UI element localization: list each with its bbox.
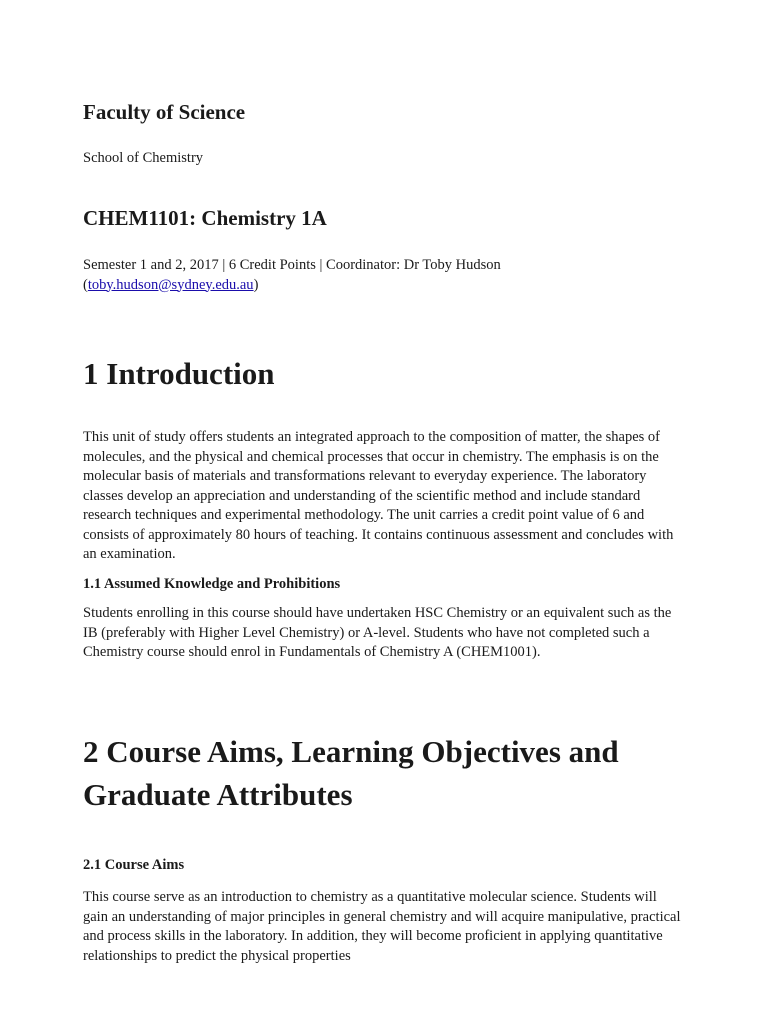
course-aims-subheading: 2.1 Course Aims	[83, 857, 185, 873]
assumed-knowledge-body: Students enrolling in this course should have undertaken HSC Chemistry or an equivalent such as the IB (preferably with Higher Level Chemistry) or A-level. Students who have not completed such a Chemistry course should enrol in Fundamentals of Chemistry A (CHEM1001).	[83, 605, 672, 660]
faculty-heading: Faculty of Science	[83, 100, 246, 124]
course-aims-body: This course serve as an introduction to chemistry as a quantitative molecular science. Students will gain an understanding of major principles in general chemistry and will acquire manipulative, practical and process skills in the laboratory. In addition, they will become proficient in applying quantitative relationships to predict the physical properties	[83, 889, 681, 964]
unit-title: CHEM1101: Chemistry 1A	[83, 206, 327, 230]
unit-meta	[83, 256, 683, 295]
introduction-heading: 1 Introduction	[83, 356, 275, 391]
assumed-knowledge-heading: 1.1 Assumed Knowledge and Prohibitions	[83, 576, 341, 592]
email-paren-open: (	[83, 276, 88, 293]
coordinator-email-link[interactable]: toby.hudson@sydney.edu.au	[87, 276, 254, 293]
school-name: School of Chemistry	[83, 150, 204, 166]
unit-meta-details: Semester 1 and 2, 2017 | 6 Credit Points | Coordinator: Dr Toby Hudson	[83, 257, 501, 273]
introduction-body: This unit of study offers students an integrated approach to the composition of matter, the shapes of molecules, and the physical and chemical processes that occur in chemistry. The emphasis is on the molecular basis of materials and transformations relevant to everyday experience. The laboratory classes develop an appreciation and understanding of the scientific method and include standard research techniques and experimental methodology. The unit carries a credit point value of 6 and consists of approximately 80 hours of teaching. It contains continuous assessment and concludes with an examination.	[83, 429, 674, 562]
email-paren-close: )	[253, 276, 259, 293]
course-aims-section-heading: 2 Course Aims, Learning Objectives and Graduate Attributes	[83, 734, 619, 812]
